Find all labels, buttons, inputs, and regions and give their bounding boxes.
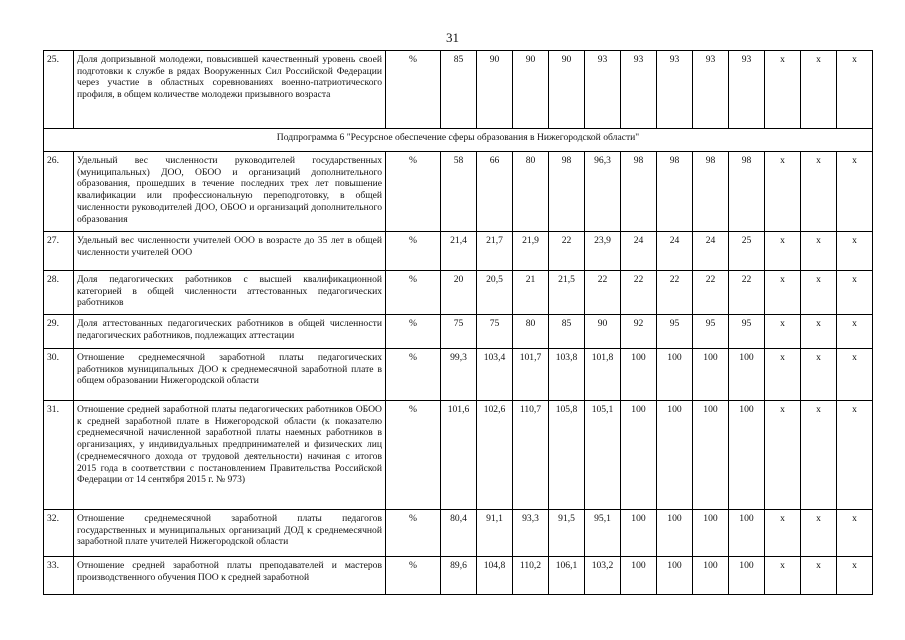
value-cell: х <box>837 401 873 510</box>
value-cell: 100 <box>729 401 765 510</box>
value-cell: 93,3 <box>513 510 549 557</box>
value-cell: 90 <box>549 51 585 129</box>
value-cell: 93 <box>693 51 729 129</box>
value-cell: 21,4 <box>441 232 477 271</box>
value-cell: х <box>765 557 801 595</box>
value-cell: 95 <box>729 315 765 349</box>
value-cell: 100 <box>729 557 765 595</box>
unit-cell: % <box>386 315 441 349</box>
value-cell: 22 <box>693 271 729 315</box>
row-number: 25. <box>44 51 74 129</box>
row-number: 26. <box>44 152 74 232</box>
table-row <box>44 401 873 510</box>
indicators-table <box>43 50 873 595</box>
indicator-description: Удельный вес численности учителей ООО в возрасте до 35 лет в общей численности учителей ООО <box>74 232 386 271</box>
value-cell: 95,1 <box>585 510 621 557</box>
value-cell: 100 <box>729 349 765 401</box>
value-cell: 23,9 <box>585 232 621 271</box>
value-cell: 99,3 <box>441 349 477 401</box>
table-row <box>44 51 873 129</box>
value-cell: 100 <box>621 401 657 510</box>
value-cell: 75 <box>441 315 477 349</box>
value-cell: х <box>765 232 801 271</box>
value-cell: 58 <box>441 152 477 232</box>
value-cell: 96,3 <box>585 152 621 232</box>
value-cell: 21,9 <box>513 232 549 271</box>
value-cell: 80 <box>513 152 549 232</box>
table-row <box>44 557 873 595</box>
value-cell: 100 <box>693 349 729 401</box>
table-body-before <box>44 51 873 129</box>
value-cell: 85 <box>549 315 585 349</box>
value-cell: 66 <box>477 152 513 232</box>
unit-cell: % <box>386 510 441 557</box>
page-number: 31 <box>446 30 459 45</box>
row-number: 27. <box>44 232 74 271</box>
value-cell: х <box>765 401 801 510</box>
indicator-description: Отношение среднемесячной заработной платы педагогов государственных и муниципальных организаций ДОД к среднемесячной заработной плате учителей Нижегородской области <box>74 510 386 557</box>
value-cell: 101,7 <box>513 349 549 401</box>
value-cell: 20,5 <box>477 271 513 315</box>
value-cell: 89,6 <box>441 557 477 595</box>
value-cell: 85 <box>441 51 477 129</box>
value-cell: 21,7 <box>477 232 513 271</box>
indicator-description: Отношение средней заработной платы педагогических работников ОБОО к средней заработной плате в Нижегородской области (к показателю среднемесячной начисленной заработной платы наемных работников в организациях, у индивидуальных предпринимателей и физических лиц (среднемесячного дохода от трудовой деятельности) начиная с итогов 2015 года в соответствии с постановлением Правительства Российской Федерации от 14 сентября 2015 г. № 973) <box>74 401 386 510</box>
value-cell: 21 <box>513 271 549 315</box>
table-row <box>44 510 873 557</box>
value-cell: 92 <box>621 315 657 349</box>
value-cell: 98 <box>729 152 765 232</box>
value-cell: 90 <box>513 51 549 129</box>
value-cell: 103,8 <box>549 349 585 401</box>
value-cell: 98 <box>549 152 585 232</box>
value-cell: 105,8 <box>549 401 585 510</box>
value-cell: х <box>801 152 837 232</box>
value-cell: х <box>801 349 837 401</box>
unit-cell: % <box>386 557 441 595</box>
row-number: 28. <box>44 271 74 315</box>
section-title: Подпрограмма 6 "Ресурсное обеспечение сферы образования в Нижегородской области" <box>44 129 873 152</box>
value-cell: х <box>801 51 837 129</box>
value-cell: 100 <box>657 510 693 557</box>
value-cell: 100 <box>621 349 657 401</box>
table-row <box>44 232 873 271</box>
value-cell: 95 <box>657 315 693 349</box>
indicator-description: Доля допризывной молодежи, повысившей качественный уровень своей подготовки к службе в рядах Вооруженных Сил Российской Федерации через участие в областных соревнованиях военно-патриотического профиля, в общем количестве молодежи призывного возраста <box>74 51 386 129</box>
value-cell: х <box>837 51 873 129</box>
unit-cell: % <box>386 401 441 510</box>
value-cell: х <box>801 271 837 315</box>
value-cell: 80,4 <box>441 510 477 557</box>
value-cell: 98 <box>621 152 657 232</box>
value-cell: 103,4 <box>477 349 513 401</box>
table-row <box>44 315 873 349</box>
indicator-description: Доля аттестованных педагогических работников в общей численности педагогических работников, подлежащих аттестации <box>74 315 386 349</box>
value-cell: х <box>765 51 801 129</box>
value-cell: х <box>765 271 801 315</box>
value-cell: 95 <box>693 315 729 349</box>
value-cell: х <box>765 152 801 232</box>
indicator-description: Отношение среднемесячной заработной платы педагогических работников муниципальных ДОО к среднемесячной заработной плате в общем образовании Нижегородской области <box>74 349 386 401</box>
value-cell: х <box>765 510 801 557</box>
value-cell: х <box>765 349 801 401</box>
value-cell: 93 <box>585 51 621 129</box>
value-cell: 22 <box>585 271 621 315</box>
value-cell: х <box>837 315 873 349</box>
value-cell: 100 <box>621 510 657 557</box>
value-cell: 100 <box>621 557 657 595</box>
value-cell: 22 <box>549 232 585 271</box>
section-row <box>44 129 873 152</box>
value-cell: 106,1 <box>549 557 585 595</box>
value-cell: 104,8 <box>477 557 513 595</box>
value-cell: 21,5 <box>549 271 585 315</box>
value-cell: 93 <box>657 51 693 129</box>
value-cell: 100 <box>693 557 729 595</box>
row-number: 32. <box>44 510 74 557</box>
value-cell: х <box>837 152 873 232</box>
row-number: 29. <box>44 315 74 349</box>
value-cell: х <box>765 315 801 349</box>
value-cell: 80 <box>513 315 549 349</box>
value-cell: х <box>801 232 837 271</box>
value-cell: 24 <box>657 232 693 271</box>
unit-cell: % <box>386 349 441 401</box>
value-cell: 90 <box>477 51 513 129</box>
indicator-description: Удельный вес численности руководителей государственных (муниципальных) ДОО, ОБОО и организаций дополнительного образования, прошедших в течение последних трех лет повышение квалификации или профессиональную переподготовку, в общей численности руководителей ДОО, ОБОО и организаций дополнительного образования <box>74 152 386 232</box>
section-header-group <box>44 129 873 152</box>
value-cell: 91,1 <box>477 510 513 557</box>
value-cell: 98 <box>657 152 693 232</box>
unit-cell: % <box>386 152 441 232</box>
table-row <box>44 271 873 315</box>
value-cell: х <box>837 232 873 271</box>
value-cell: 103,2 <box>585 557 621 595</box>
table-body-after <box>44 152 873 595</box>
indicator-description: Доля педагогических работников с высшей квалификационной категорией в общей численности аттестованных педагогических работников <box>74 271 386 315</box>
value-cell: 22 <box>657 271 693 315</box>
unit-cell: % <box>386 51 441 129</box>
value-cell: 101,8 <box>585 349 621 401</box>
row-number: 33. <box>44 557 74 595</box>
value-cell: 110,2 <box>513 557 549 595</box>
value-cell: 100 <box>693 510 729 557</box>
value-cell: 20 <box>441 271 477 315</box>
unit-cell: % <box>386 271 441 315</box>
value-cell: 22 <box>729 271 765 315</box>
value-cell: 110,7 <box>513 401 549 510</box>
value-cell: 102,6 <box>477 401 513 510</box>
unit-cell: % <box>386 232 441 271</box>
value-cell: 93 <box>729 51 765 129</box>
value-cell: х <box>837 349 873 401</box>
value-cell: 101,6 <box>441 401 477 510</box>
value-cell: 24 <box>693 232 729 271</box>
table-row <box>44 152 873 232</box>
value-cell: 100 <box>693 401 729 510</box>
table-row <box>44 349 873 401</box>
value-cell: 24 <box>621 232 657 271</box>
value-cell: х <box>801 315 837 349</box>
value-cell: х <box>801 557 837 595</box>
value-cell: 91,5 <box>549 510 585 557</box>
value-cell: х <box>801 510 837 557</box>
row-number: 31. <box>44 401 74 510</box>
value-cell: х <box>837 510 873 557</box>
value-cell: 100 <box>657 349 693 401</box>
value-cell: 90 <box>585 315 621 349</box>
value-cell: х <box>801 401 837 510</box>
value-cell: 100 <box>657 401 693 510</box>
value-cell: 100 <box>729 510 765 557</box>
value-cell: 105,1 <box>585 401 621 510</box>
value-cell: 98 <box>693 152 729 232</box>
value-cell: 93 <box>621 51 657 129</box>
value-cell: 25 <box>729 232 765 271</box>
value-cell: х <box>837 271 873 315</box>
value-cell: 75 <box>477 315 513 349</box>
value-cell: 22 <box>621 271 657 315</box>
value-cell: х <box>837 557 873 595</box>
indicator-description: Отношение средней заработной платы преподавателей и мастеров производственного обучения ПОО к средней заработной <box>74 557 386 595</box>
value-cell: 100 <box>657 557 693 595</box>
row-number: 30. <box>44 349 74 401</box>
